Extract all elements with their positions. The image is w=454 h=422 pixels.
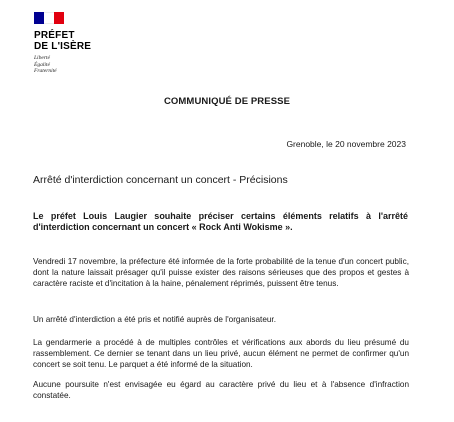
flag-blue-band bbox=[34, 12, 44, 24]
republic-motto bbox=[34, 55, 114, 75]
document-date: Grenoble, le 20 novembre 2023 bbox=[286, 139, 406, 149]
prefecture-name-line2: DE L'ISÈRE bbox=[34, 41, 92, 52]
prefecture-logo bbox=[34, 12, 114, 75]
document-heading: Arrêté d'interdiction concernant un concert - Précisions bbox=[33, 174, 288, 186]
body-paragraph-4: Aucune poursuite n'est envisagée eu égard au caractère privé du lieu et à l'absence d'infraction constatée. bbox=[33, 380, 409, 400]
french-flag-icon bbox=[34, 12, 64, 24]
prefecture-name-line1: PRÉFET bbox=[34, 30, 75, 41]
prefecture-name bbox=[34, 30, 114, 52]
body-paragraph-1: Vendredi 17 novembre, la préfecture été informée de la forte probabilité de la tenue d'un concert public, dont la nature laissait présager qu'il puisse exister des raisons sérieuses que des propos et gestes à caractère raciste et d'incitation à la haine, pénalement réprimés, puissent être tenus. bbox=[33, 257, 409, 288]
flag-white-band bbox=[44, 12, 54, 24]
document-title: COMMUNIQUÉ DE PRESSE bbox=[163, 96, 291, 107]
motto-egalite: Égalité bbox=[34, 61, 50, 68]
motto-fraternite: Fraternité bbox=[34, 68, 57, 74]
body-paragraph-2: Un arrêté d'interdiction a été pris et notifié auprès de l'organisateur. bbox=[33, 315, 276, 324]
body-paragraph-3: La gendarmerie a procédé à de multiples contrôles et vérifications aux abords du lieu présumé du rassemblement. Ce dernier se tenant dans un lieu privé, aucun élément ne permet de confirmer qu'un concert se soit tenu. Le parquet a été informé de la situation. bbox=[33, 338, 409, 369]
intro-paragraph: Le préfet Louis Laugier souhaite préciser certains éléments relatifs à l'arrêté d'interdiction concernant un concert « Rock Anti Wokisme ». bbox=[33, 211, 408, 232]
flag-red-band bbox=[54, 12, 64, 24]
motto-liberte: Liberté bbox=[34, 55, 50, 61]
